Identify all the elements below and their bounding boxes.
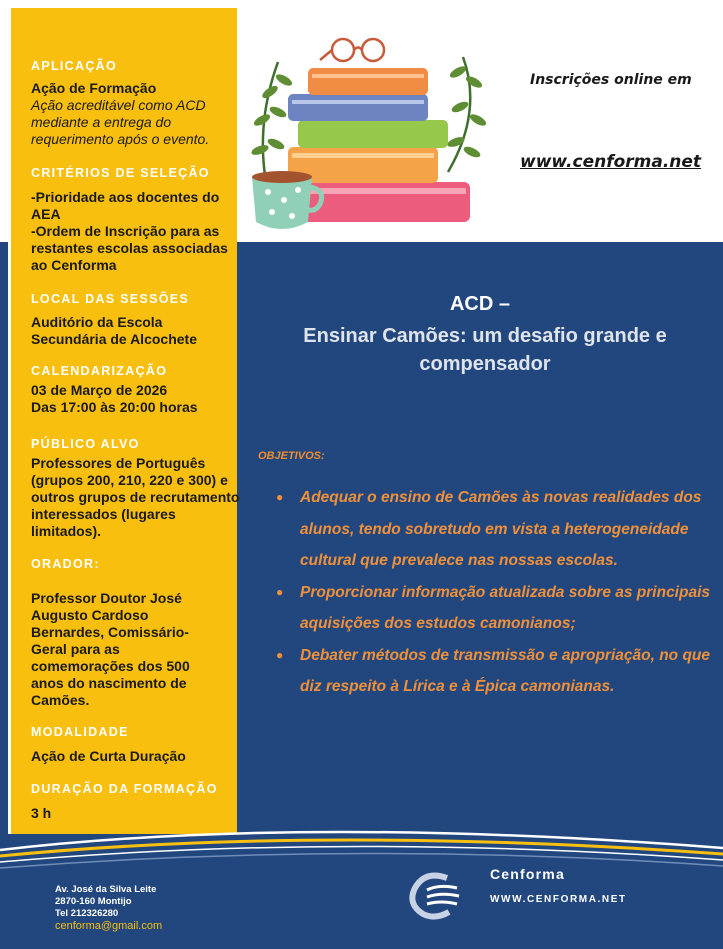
calendarizacao-text: 03 de Março de 2026 Das 17:00 às 20:00 horas — [31, 382, 198, 415]
email-link[interactable]: cenforma@gmail.com — [55, 920, 163, 932]
objective-text: Adequar o ensino de Camões às novas realidades dos alunos, tendo sobretudo em vista a heterogeneidade cultural que prevalece nas nossas escolas. — [300, 489, 702, 569]
books-and-tea-cup-icon — [248, 32, 493, 242]
brand-name: Cenforma — [490, 866, 565, 882]
bullet-icon: ● — [276, 490, 284, 504]
info-sidebar — [8, 8, 240, 834]
list-item — [276, 482, 712, 577]
criterios-text: -Prioridade aos docentes do AEA -Ordem de Inscrição para as restantes escolas associadas ao Cenforma — [31, 189, 228, 273]
duracao-text: 3 h — [31, 805, 52, 821]
list-item — [276, 577, 712, 640]
calendarizacao-heading: CALENDARIZAÇÃO — [31, 364, 168, 378]
objectives-list — [276, 482, 712, 703]
page-title: Ensinar Camões: um desafio grande e compensador — [303, 325, 667, 375]
inscricoes-label: Inscrições online em — [530, 72, 692, 88]
orador-text: Professor Doutor José Augusto Cardoso Bernardes, Comissário-Geral para as comemorações dos 500 anos do nascimento de Camões. — [31, 590, 190, 708]
local-text: Auditório da Escola Secundária de Alcochete — [31, 314, 197, 347]
objective-text: Debater métodos de transmissão e apropriação, no que diz respeito à Lírica e à Épica camonianas. — [300, 646, 711, 695]
orador-heading: ORADOR: — [31, 557, 100, 571]
aplicacao-note: Ação acreditável como ACD mediante a entrega do requerimento após o evento. — [31, 97, 210, 147]
bullet-icon: ● — [276, 647, 284, 662]
aplicacao-heading: APLICAÇÃO — [31, 59, 118, 73]
bullet-icon: ● — [276, 584, 284, 599]
aplicacao-title: Ação de Formação — [31, 80, 157, 96]
duracao-heading: DURAÇÃO DA FORMAÇÃO — [31, 782, 218, 796]
cenforma-logo-icon — [405, 870, 463, 922]
address-postal: 2870-160 Montijo — [55, 896, 132, 907]
criterios-heading: CRITÉRIOS DE SELEÇÃO — [31, 166, 210, 180]
objective-text: Proporcionar informação atualizada sobre as principais aquisições dos estudos camonianos; — [300, 583, 711, 632]
modalidade-heading: MODALIDADE — [31, 725, 129, 739]
list-item — [276, 640, 712, 703]
address-block — [55, 884, 162, 932]
publico-heading: PÚBLICO ALVO — [31, 437, 140, 451]
local-heading: LOCAL DAS SESSÕES — [31, 292, 190, 306]
address-phone: Tel 212326280 — [55, 908, 119, 919]
decorative-waves — [0, 820, 723, 880]
publico-text: Professores de Português (grupos 200, 210, 220 e 300) e outros grupos de recrutamento interessados (lugares limitados). — [31, 455, 240, 539]
page-title-prefix: ACD – — [449, 293, 510, 315]
brand-website-link[interactable]: WWW.CENFORMA.NET — [490, 894, 627, 905]
address-street: Av. José da Silva Leite — [55, 884, 157, 895]
website-link[interactable]: www.cenforma.net — [520, 152, 702, 172]
modalidade-text: Ação de Curta Duração — [31, 748, 186, 764]
objectives-label: OBJETIVOS: — [258, 450, 325, 462]
